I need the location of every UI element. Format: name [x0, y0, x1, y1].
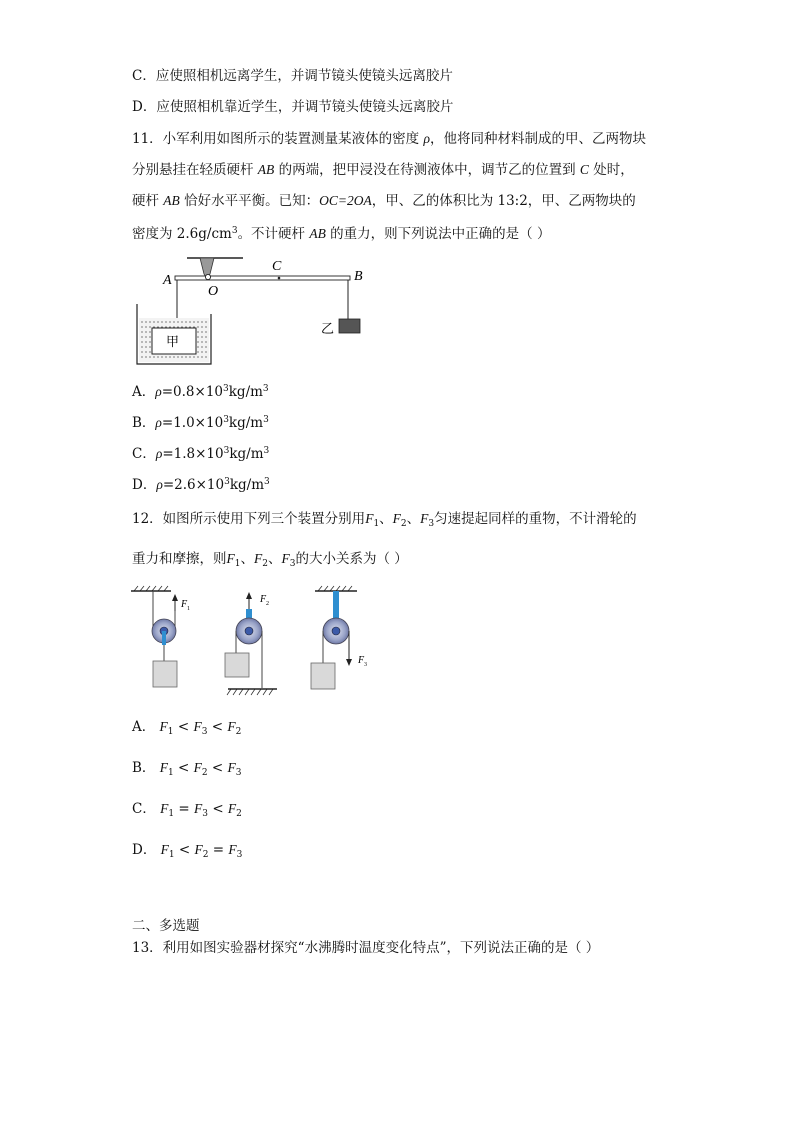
q11-stem-line2: 分别悬挂在轻质硬杆 AB 的两端，把甲浸没在待测液体中，调节乙的位置到 C 处时，	[132, 162, 634, 178]
q11-option-a: A．$\rho=0.8\times 10^3kg/m^3$	[132, 384, 269, 400]
q11-lever-figure	[125, 252, 375, 367]
q12-option-a: A． $F_1 < F_3 < F_2$	[132, 719, 242, 737]
q12-option-c: C． $F_1 = F_3 < F_2$	[132, 801, 242, 819]
q12-option-d: D． $F_1 < F_2 = F_3$	[132, 842, 243, 860]
q11-stem-line4: 密度为 $2.6g/cm^3$。不计硬杆 AB 的重力，则下列说法中正确的是（ ）	[132, 226, 551, 242]
label-B: B	[354, 269, 363, 284]
block-yi	[339, 319, 360, 333]
q12-stem-line2: 重力和摩擦，则$F_1$、$F_2$、$F_3$的大小关系为（ ）	[132, 551, 408, 569]
q11-stem-line3: 硬杆 AB 恰好水平平衡。已知：OC=2OA，甲、乙的体积比为 13:2，甲、乙两物块的	[132, 193, 636, 209]
section-heading-multi-choice: 二、多选题	[132, 918, 200, 934]
q13-stem: 13．利用如图实验器材探究“水沸腾时温度变化特点”，下列说法正确的是（ ）	[132, 940, 600, 956]
label-A: A	[163, 273, 172, 288]
pulley-device-3	[311, 586, 367, 689]
q11-stem-line1: 11．小军利用如图所示的装置测量某液体的密度 ρ，他将同种材料制成的甲、乙两物块	[132, 131, 646, 147]
svg-text:3: 3	[364, 662, 367, 668]
q10-option-d: D．应使照相机靠近学生，并调节镜头使镜头远离胶片	[132, 99, 454, 115]
svg-text:F: F	[260, 594, 267, 605]
q11-option-b: B．$\rho=1.0\times 10^3kg/m^3$	[132, 415, 269, 431]
q12-stem-line1: 12．如图所示使用下列三个装置分别用$F_1$、$F_2$、$F_3$匀速提起同样的重物，不计滑轮的	[132, 511, 637, 529]
q10-option-c: C．应使照相机远离学生，并调节镜头使镜头远离胶片	[132, 68, 453, 84]
label-C: C	[272, 259, 282, 274]
q11-option-c: C．$\rho=1.8\times 10^3kg/m^3$	[132, 446, 270, 462]
svg-text:F: F	[181, 599, 188, 610]
label-jia: 甲	[166, 334, 180, 349]
svg-text:F: F	[358, 655, 365, 666]
pivot-point	[205, 274, 210, 279]
svg-text:2: 2	[266, 601, 269, 607]
svg-text:1: 1	[187, 606, 190, 612]
q12-pulley-figure	[125, 585, 385, 700]
pulley-device-2	[225, 592, 277, 695]
q11-option-d: D．$\rho=2.6\times 10^3kg/m^3$	[132, 477, 270, 493]
pulley-device-1	[131, 586, 190, 687]
label-yi: 乙	[321, 321, 335, 336]
q12-option-b: B． $F_1 < F_2 < F_3$	[132, 760, 242, 778]
label-O: O	[208, 284, 219, 299]
